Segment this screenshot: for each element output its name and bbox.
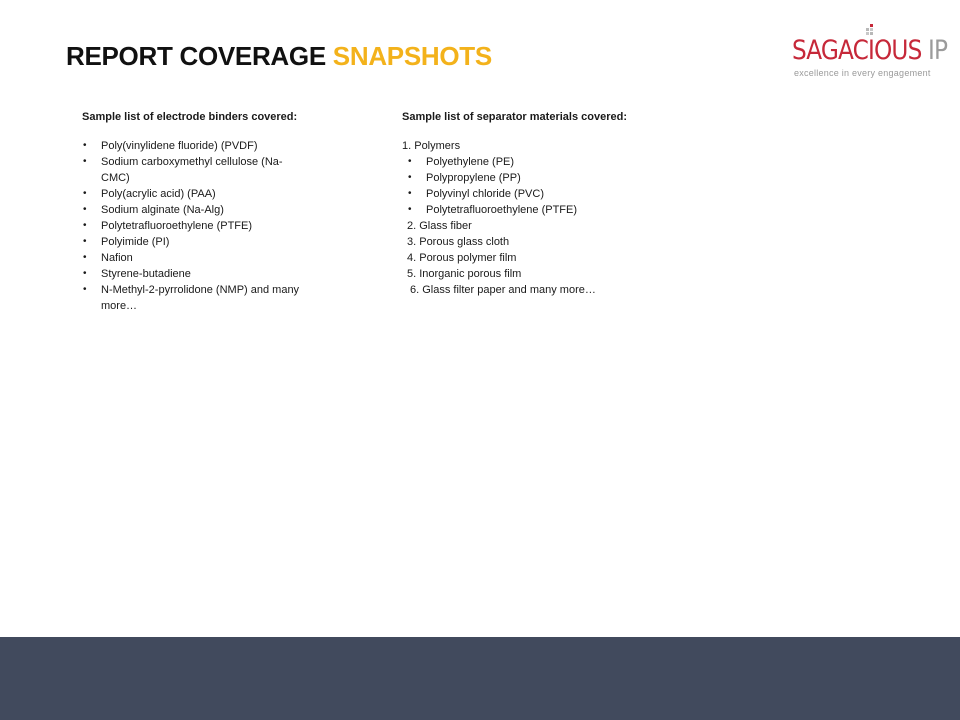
list-item: 4. Porous polymer film — [407, 252, 517, 264]
logo-tagline: excellence in every engagement — [794, 68, 931, 78]
list-item: • Polypropylene (PP) — [402, 170, 662, 186]
slide-title-accent: SNAPSHOTS — [332, 41, 492, 71]
list-item: • Polyimide (PI) — [82, 234, 310, 250]
logo-brand: SAGACIOUS — [792, 35, 922, 66]
list-item: • Poly(acrylic acid) (PAA) — [82, 186, 310, 202]
logo-wordmark — [792, 35, 947, 67]
list-item: • Sodium carboxymethyl cellulose (Na-CMC) — [82, 154, 310, 186]
sagacious-ip-logo — [792, 24, 948, 84]
footer-bar — [0, 637, 960, 720]
list-item: • Nafion — [82, 250, 310, 266]
list-item: • Polytetrafluoroethylene (PTFE) — [82, 218, 310, 234]
list-item: • Polyethylene (PE) — [402, 154, 662, 170]
slide-title — [66, 40, 492, 72]
binders-heading: Sample list of electrode binders covered: — [82, 111, 298, 123]
binders-list — [82, 138, 310, 314]
list-item: 6. Glass filter paper and many more… — [410, 284, 596, 296]
logo-suffix: IP — [921, 35, 948, 66]
list-item: • Sodium alginate (Na-Alg) — [82, 202, 310, 218]
separators-list — [402, 138, 662, 298]
binders-section — [82, 109, 310, 314]
list-item: 1. Polymers — [402, 140, 461, 152]
slide-title-main: REPORT COVERAGE — [66, 41, 333, 71]
list-item: 2. Glass fiber — [407, 220, 472, 232]
separators-section — [402, 109, 662, 298]
list-item: 3. Porous glass cloth — [407, 236, 510, 248]
list-item: • Polytetrafluoroethylene (PTFE) — [402, 202, 662, 218]
list-item: 5. Inorganic porous film — [407, 268, 522, 280]
list-item: • N-Methyl-2-pyrrolidone (NMP) and many more… — [82, 282, 310, 314]
list-item: • Styrene-butadiene — [82, 266, 310, 282]
list-item: • Polyvinyl chloride (PVC) — [402, 186, 662, 202]
separators-heading: Sample list of separator materials covered: — [402, 111, 627, 123]
list-item: • Poly(vinylidene fluoride) (PVDF) — [82, 138, 310, 154]
